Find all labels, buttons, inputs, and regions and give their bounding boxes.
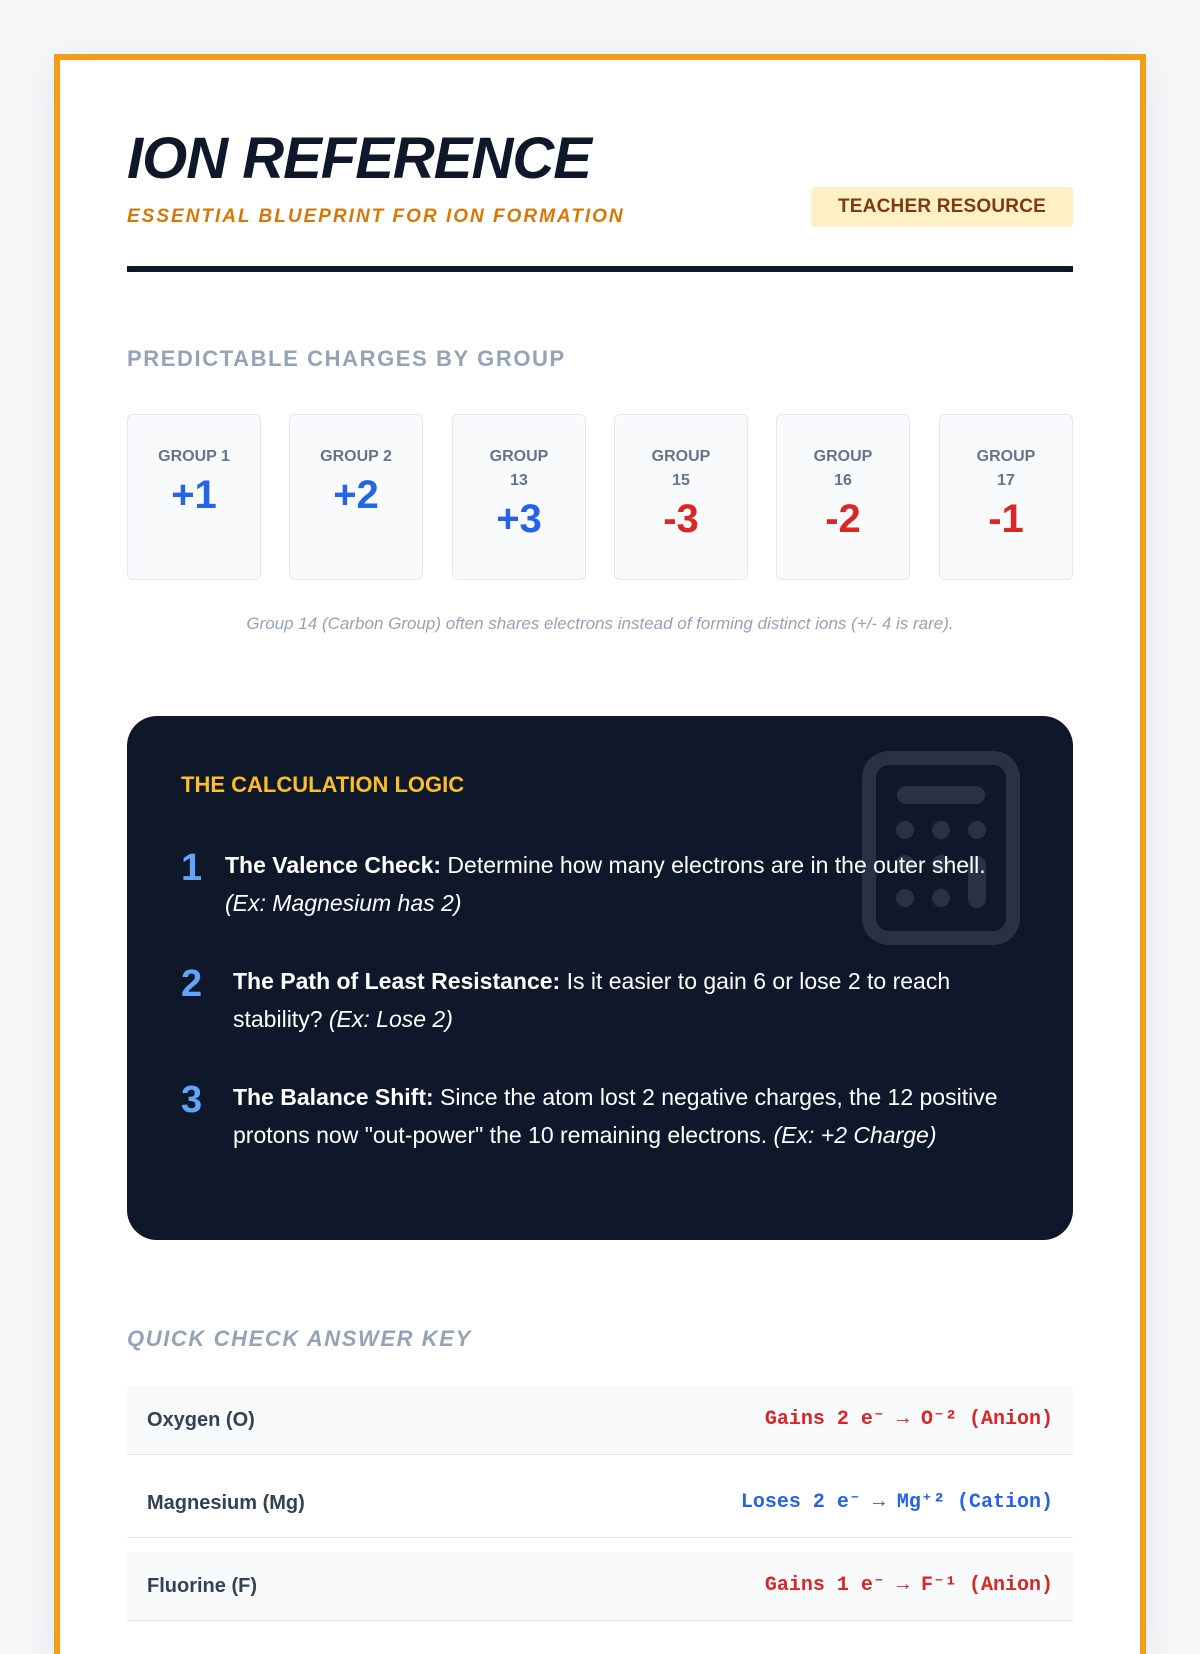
step-heading: The Balance Shift: [233,1084,434,1110]
group-14-note: Group 14 (Carbon Group) often shares electrons instead of forming distinct ions (+/- 4 is rare). [246,614,954,633]
reference-sheet [54,54,1146,1654]
group-label: GROUP 17 [976,448,1036,489]
element-name: Oxygen (O) [147,1409,255,1431]
group-label: GROUP 13 [489,448,549,489]
step-text [233,962,1003,1038]
ion-result: Gains 2 e⁻ → O⁻² (Anion) [764,1408,1053,1431]
step-heading: The Path of Least Resistance: [233,968,561,994]
step-example: (Ex: Magnesium has 2) [225,890,462,916]
ion-result: Gains 1 e⁻ → F⁻¹ (Anion) [764,1574,1053,1597]
group-charge: -3 [663,497,699,541]
group-card [127,414,261,580]
group-card [776,414,910,580]
table-row [127,1469,1073,1538]
group-card [452,414,586,580]
page-subtitle: ESSENTIAL BLUEPRINT FOR ION FORMATION [127,206,625,227]
ion-result: Loses 2 e⁻ → Mg⁺² (Cation) [740,1491,1053,1514]
group-label: GROUP 2 [320,448,392,465]
table-row [127,1552,1073,1621]
group-card [289,414,423,580]
step-heading: The Valence Check: [225,852,442,878]
group-card [614,414,748,580]
element-name: Fluorine (F) [147,1575,257,1597]
group-charge: +3 [496,497,542,541]
table-row [127,1386,1073,1455]
teacher-resource-badge: TEACHER RESOURCE [811,187,1073,227]
step-body: Determine how many electrons are in the outer shell. [441,852,986,878]
answer-key-table [127,1386,1073,1635]
group-charge: -2 [825,497,861,541]
group-label: GROUP 15 [651,448,711,489]
element-name: Magnesium (Mg) [147,1492,305,1514]
step-body: Is it easier to gain 6 or lose 2 to reach stability? [233,968,951,1032]
step-example: (Ex: Lose 2) [328,1006,453,1032]
step-number: 2 [181,963,203,1005]
step-example: (Ex: +2 Charge) [773,1122,937,1148]
logic-title: THE CALCULATION LOGIC [181,772,465,797]
group-charge: -1 [988,497,1024,541]
answer-key-heading: QUICK CHECK ANSWER KEY [127,1326,472,1351]
page-title: ION REFERENCE [127,126,591,191]
charges-section-heading: PREDICTABLE CHARGES BY GROUP [127,346,566,371]
group-charge: +2 [333,473,379,517]
group-card [939,414,1073,580]
group-charge-cards [127,414,1073,580]
header-divider [127,266,1073,272]
group-label: GROUP 1 [158,448,230,465]
step-number: 1 [181,847,203,889]
calculation-logic-panel [127,716,1073,1240]
group-charge: +1 [171,473,217,517]
step-text [233,1078,1003,1154]
step-number: 3 [181,1079,203,1121]
step-body: Since the atom lost 2 negative charges, the 12 positive protons now "out-power" the 10 remaining electrons. [233,1084,998,1148]
step-text [225,846,995,922]
group-label: GROUP 16 [813,448,873,489]
